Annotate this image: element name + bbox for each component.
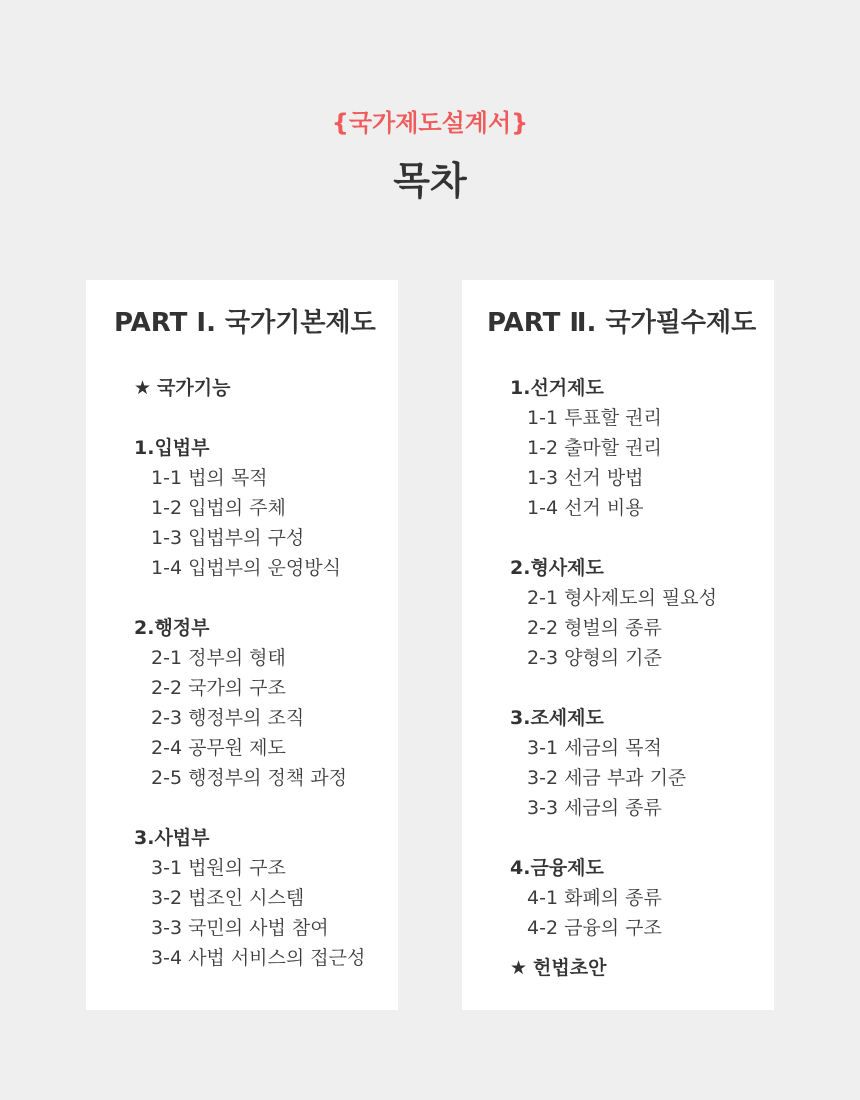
toc-item: 2-4 공무원 제도 — [151, 737, 286, 759]
toc-item: 2-5 행정부의 정책 과정 — [151, 767, 347, 789]
part-two-toc — [510, 373, 717, 983]
part-two-title: PART Ⅱ. 국가필수제도 — [487, 308, 757, 338]
toc-heading: 3.사법부 — [134, 827, 210, 849]
document-label: {국가제도설계서} — [331, 109, 529, 137]
toc-item: 1-4 입법부의 운영방식 — [151, 557, 341, 579]
toc-heading: 4.금융제도 — [510, 857, 604, 879]
toc-heading-national-functions — [134, 373, 365, 403]
toc-heading-label: 헌법초안 — [533, 957, 607, 979]
toc-item: 2-1 정부의 형태 — [151, 647, 286, 669]
toc-item: 1-4 선거 비용 — [527, 497, 644, 519]
toc-item: 1-3 선거 방법 — [527, 467, 644, 489]
toc-item: 1-2 출마할 권리 — [527, 437, 662, 459]
toc-heading: 2.행정부 — [134, 617, 210, 639]
toc-item: 3-3 국민의 사법 참여 — [151, 917, 329, 939]
toc-heading: 3.조세제도 — [510, 707, 604, 729]
star-icon: ★ — [134, 377, 152, 399]
toc-item: 2-2 국가의 구조 — [151, 677, 286, 699]
part-one-toc — [134, 373, 365, 973]
toc-item: 1-1 법의 목적 — [151, 467, 268, 489]
toc-item: 1-3 입법부의 구성 — [151, 527, 305, 549]
page-title: 목차 — [393, 159, 467, 203]
toc-heading: 1.선거제도 — [510, 377, 604, 399]
toc-heading: 2.형사제도 — [510, 557, 604, 579]
toc-item: 3-2 세금 부과 기준 — [527, 767, 687, 789]
toc-item: 2-2 형벌의 종류 — [527, 617, 662, 639]
toc-item: 2-3 행정부의 조직 — [151, 707, 305, 729]
toc-item: 3-3 세금의 종류 — [527, 797, 662, 819]
toc-heading-constitution-draft — [510, 953, 717, 983]
toc-item: 3-1 세금의 목적 — [527, 737, 662, 759]
toc-item: 3-2 법조인 시스템 — [151, 887, 305, 909]
toc-item: 2-1 형사제도의 필요성 — [527, 587, 717, 609]
toc-item: 3-4 사법 서비스의 접근성 — [151, 947, 366, 969]
toc-item: 1-2 입법의 주체 — [151, 497, 286, 519]
toc-item: 1-1 투표할 권리 — [527, 407, 662, 429]
toc-item: 4-1 화폐의 종류 — [527, 887, 662, 909]
toc-item: 2-3 양형의 기준 — [527, 647, 662, 669]
part-one-title: PART Ⅰ. 국가기본제도 — [114, 308, 376, 338]
toc-item: 4-2 금융의 구조 — [527, 917, 662, 939]
toc-item: 3-1 법원의 구조 — [151, 857, 286, 879]
star-icon: ★ — [510, 957, 528, 979]
toc-heading-label: 국가기능 — [157, 377, 231, 399]
toc-heading: 1.입법부 — [134, 437, 210, 459]
